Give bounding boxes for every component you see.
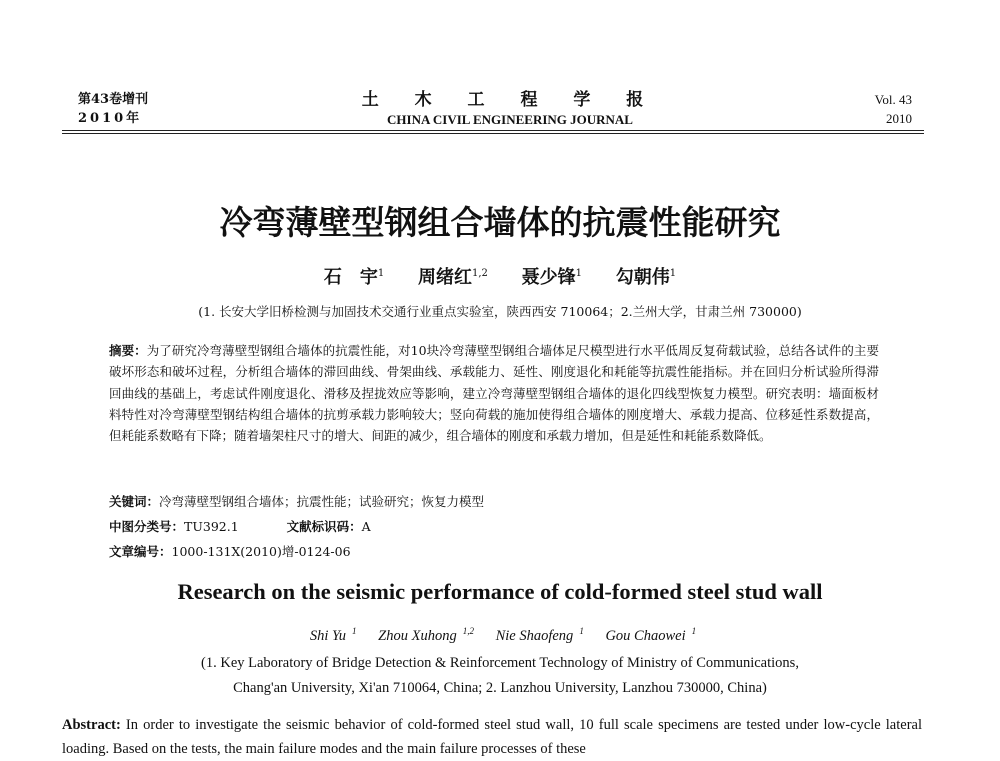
author-en: Zhou Xuhong $^{1,2}$ — [378, 626, 474, 644]
affiliation-en-line2: Chang'an University, Xi'an 710064, China; 2. Lanzhou University, Lanzhou 730000, China) — [233, 680, 767, 696]
article-title-en: Research on the seismic performance of cold-formed steel stud wall — [177, 579, 823, 604]
abstract-label-en: Abstract: — [62, 717, 121, 733]
header-rule-bottom — [62, 133, 924, 134]
journal-name-cn: 土 木 工 程 学 报 — [361, 90, 659, 110]
abstract-text-en: In order to investigate the seismic behavior of cold-formed steel stud wall, 10 full scale specimens are tested under low-cycle lateral loading. Based on the tests, the main failure modes and the main failure processes of these — [62, 717, 923, 757]
authors-cn — [0, 262, 1000, 290]
article-number: 文章编号：1000-131X(2010)增-0124-06 — [109, 544, 351, 559]
author-en: Gou Chaowei $^1$ — [605, 626, 697, 644]
author-cn: 聂少锋$^1$ — [521, 267, 582, 288]
header-right — [842, 90, 912, 128]
year-cn: 2010年 — [78, 111, 143, 126]
journal-name-en: CHINA CIVIL ENGINEERING JOURNAL — [387, 112, 633, 127]
author-cn: 石 宇$^1$ — [323, 267, 385, 288]
article-title-cn: 冷弯薄壁型钢组合墙体的抗震性能研究 — [219, 203, 781, 242]
author-cn: 勾朝伟$^1$ — [615, 267, 677, 288]
year-en: 2010 — [886, 111, 912, 126]
abstract-text-cn: 为了研究冷弯薄壁型钢组合墙体的抗震性能，对10块冷弯薄壁型钢组合墙体足尺模型进行水平低周反复荷载试验，总结各试件的主要破坏形态和破坏过程，分析组合墙体的滞回曲线、骨架曲线、承载能力、延性、刚度退化和耗能等抗震性能指标。并在回归分析试验所得滞回曲线的基础上，考虑试件刚度退化、滑移及捏拢效应等影响，建立冷弯薄壁型钢组合墙体的退化四线型恢复力模型。研究表明：墙面板材料特性对冷弯薄壁型钢结构组合墙体的抗剪承载力影响较大；竖向荷载的施加使得组合墙体的刚度增大、承载力提高、位移延性系数提高，但耗能系数略有下降；随着墙架柱尺寸的增大、间距的减少，组合墙体的刚度和承载力增加，但是延性和耗能系数降低。 — [109, 343, 879, 444]
affiliation-en-line1: (1. Key Laboratory of Bridge Detection & Reinforcement Technology of Ministry of Communications, — [201, 655, 799, 671]
authors-en — [0, 621, 1000, 646]
doc-code: A — [361, 519, 371, 534]
author-en: Shi Yu $^1$ — [309, 626, 357, 644]
author-en: Nie Shaofeng $^1$ — [495, 626, 584, 644]
journal-name — [300, 90, 720, 129]
abstract-en — [62, 713, 922, 761]
author-cn: 周绪红$^{1,2}$ — [417, 267, 488, 288]
abstract-cn — [109, 340, 879, 446]
keywords-cn: 关键词：冷弯薄壁型钢组合墙体；抗震性能；试验研究；恢复力模型 — [109, 494, 485, 509]
clc-number: TU392.1 — [184, 519, 239, 534]
classification-line: 中图分类号：TU392.1 文献标识码：A — [109, 519, 371, 534]
header-left — [78, 90, 148, 128]
affiliation-cn: (1. 长安大学旧桥检测与加固技术交通行业重点实验室，陕西西安 710064；2.兰州大学，甘肃兰州 730000) — [198, 304, 802, 319]
volume-en: Vol. 43 — [874, 92, 912, 107]
abstract-label-cn: 摘要： — [109, 343, 147, 358]
header-rule-top — [62, 130, 924, 131]
volume-cn: 第43卷增刊 — [78, 92, 149, 107]
